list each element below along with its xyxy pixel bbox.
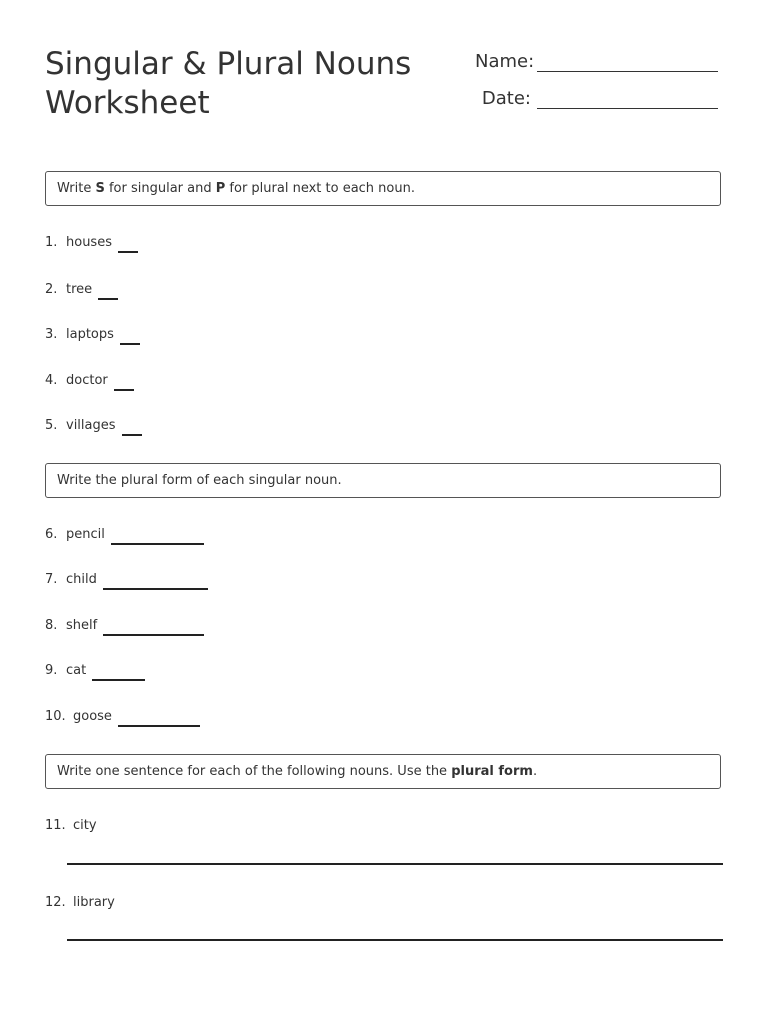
- item-number: 8.: [45, 618, 58, 633]
- instruction-box-3: [45, 754, 721, 789]
- answer-blank[interactable]: [98, 298, 118, 300]
- instruction-text: Write the plural form of each singular noun.: [57, 473, 342, 488]
- item-word: child: [66, 572, 97, 587]
- instruction-box-1: [45, 171, 721, 206]
- name-label: Name:: [475, 51, 535, 72]
- list-item: [45, 282, 118, 298]
- list-item: [45, 235, 138, 251]
- list-item: [45, 709, 200, 725]
- item-number: 3.: [45, 327, 58, 342]
- instruction-text: for plural next to each noun.: [225, 181, 415, 196]
- answer-blank[interactable]: [111, 543, 204, 545]
- item-word: houses: [66, 235, 112, 250]
- item-word: pencil: [66, 527, 105, 542]
- item-number: 12.: [45, 895, 66, 910]
- date-label: Date:: [481, 88, 531, 109]
- item-number: 1.: [45, 235, 58, 250]
- item-word: shelf: [66, 618, 98, 633]
- answer-blank[interactable]: [103, 588, 208, 590]
- instruction-box-2: [45, 463, 721, 498]
- list-item: [45, 572, 208, 588]
- title-line-1: Singular & Plural Nouns: [45, 46, 412, 82]
- title-line-2: Worksheet: [45, 85, 210, 121]
- list-item: [45, 418, 142, 434]
- list-item: [45, 527, 204, 543]
- list-item: [45, 327, 140, 343]
- item-word: city: [73, 818, 97, 833]
- list-item: [45, 618, 204, 634]
- name-field[interactable]: [475, 52, 718, 72]
- sentence-line[interactable]: [67, 939, 723, 941]
- instruction-text: for singular and: [104, 181, 216, 196]
- item-number: 9.: [45, 663, 58, 678]
- item-number: 5.: [45, 418, 58, 433]
- item-word: villages: [66, 418, 116, 433]
- list-item: [45, 373, 134, 389]
- item-word: goose: [73, 709, 112, 724]
- instruction-text: Write: [57, 181, 96, 196]
- instruction-bold-p: P: [215, 181, 226, 196]
- item-number: 2.: [45, 282, 58, 297]
- item-number: 7.: [45, 572, 58, 587]
- answer-blank[interactable]: [122, 434, 142, 436]
- list-item: [45, 663, 145, 679]
- answer-blank[interactable]: [92, 679, 145, 681]
- sentence-line[interactable]: [67, 863, 723, 865]
- item-word: cat: [66, 663, 87, 678]
- item-word: library: [73, 895, 115, 910]
- instruction-text: .: [532, 764, 538, 779]
- instruction-text: Write one sentence for each of the following nouns. Use the: [57, 764, 452, 779]
- item-number: 10.: [45, 709, 66, 724]
- date-field[interactable]: [475, 89, 718, 109]
- item-word: doctor: [66, 373, 108, 388]
- list-item: [45, 818, 97, 834]
- instruction-bold-plural-form: plural form: [451, 764, 533, 779]
- item-word: laptops: [66, 327, 114, 342]
- list-item: [45, 895, 115, 911]
- item-number: 6.: [45, 527, 58, 542]
- item-word: tree: [66, 282, 93, 297]
- instruction-bold-s: S: [95, 181, 105, 196]
- answer-blank[interactable]: [103, 634, 204, 636]
- name-line[interactable]: [537, 70, 718, 72]
- answer-blank[interactable]: [118, 251, 138, 253]
- item-number: 11.: [45, 818, 66, 833]
- item-number: 4.: [45, 373, 58, 388]
- answer-blank[interactable]: [118, 725, 200, 727]
- date-line[interactable]: [537, 107, 718, 109]
- answer-blank[interactable]: [120, 343, 140, 345]
- page-title: [45, 45, 465, 123]
- answer-blank[interactable]: [114, 389, 134, 391]
